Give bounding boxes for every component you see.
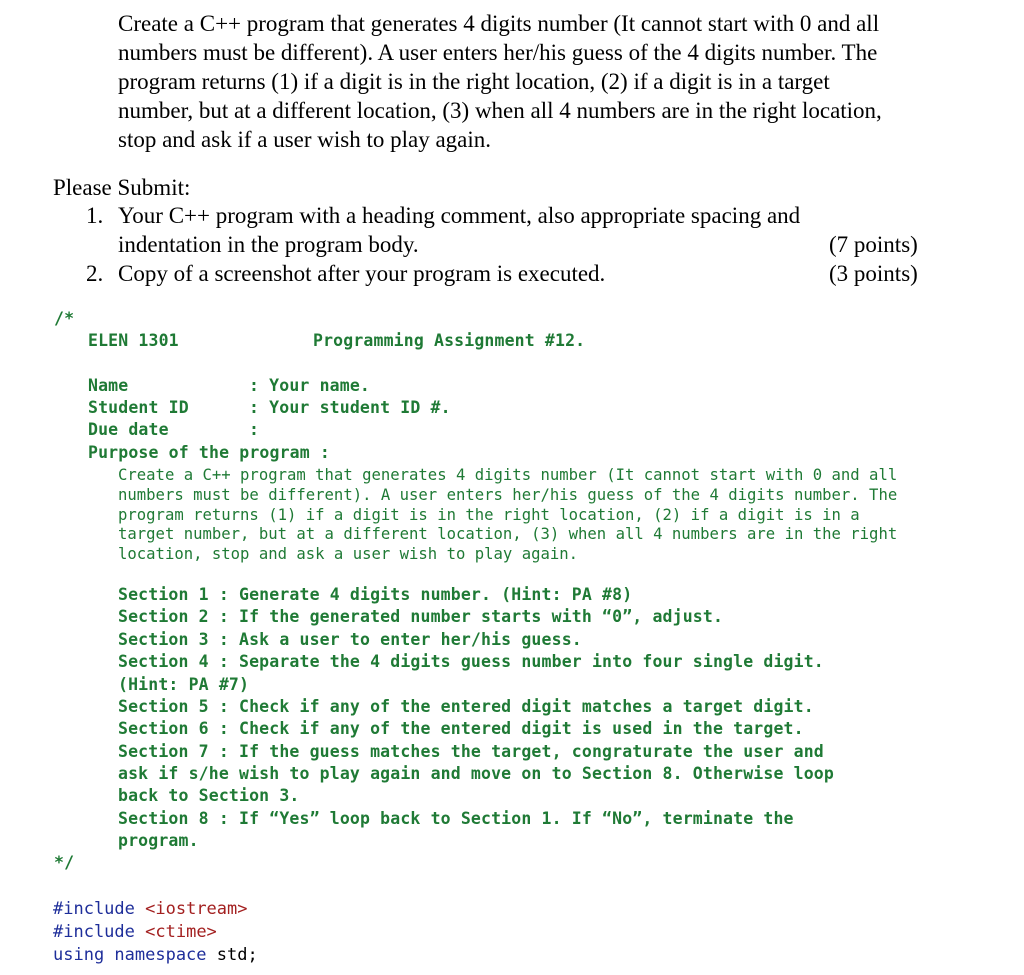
field-label: Due date	[88, 420, 169, 439]
submit-item-text: Copy of a screenshot after your program is executed.	[118, 261, 606, 286]
submit-item-points: (3 points)	[829, 261, 918, 286]
submit-heading: Please Submit:	[53, 175, 191, 200]
problem-line: numbers must be different). A user enters her/his guess of the 4 digits number. The	[118, 40, 878, 65]
include-directive: #include	[53, 922, 135, 942]
section-line: ask if s/he wish to play again and move on to Section 8. Otherwise loop	[118, 764, 834, 783]
section-line: back to Section 3.	[118, 786, 300, 805]
submit-item-number: 1.	[86, 203, 104, 228]
include-line	[53, 899, 248, 919]
section-line: Section 5 : Check if any of the entered digit matches a target digit.	[118, 697, 814, 716]
section-line: Section 4 : Separate the 4 digits guess number into four single digit.	[118, 652, 824, 671]
comment-open: /*	[54, 309, 75, 328]
using-line	[53, 945, 258, 965]
section-line: (Hint: PA #7)	[118, 675, 250, 694]
section-line: program.	[118, 831, 199, 850]
field-value: :	[249, 420, 260, 439]
section-line: Section 7 : If the guess matches the target, congraturate the user and	[118, 742, 824, 761]
include-directive: #include	[53, 899, 135, 919]
purpose-label: Purpose of the program :	[88, 443, 331, 462]
assignment-title: Programming Assignment #12.	[313, 331, 586, 350]
submit-item-text: indentation in the program body.	[118, 232, 419, 257]
purpose-line: program returns (1) if a digit is in the right location, (2) if a digit is in a	[118, 506, 860, 524]
section-line: Section 6 : Check if any of the entered digit is used in the target.	[118, 719, 804, 738]
problem-line: program returns (1) if a digit is in the right location, (2) if a digit is in a target	[118, 69, 830, 94]
using-keyword: using namespace	[53, 945, 207, 965]
include-library: <iostream>	[145, 899, 248, 919]
purpose-line: location, stop and ask a user wish to play again.	[118, 545, 579, 563]
problem-line: Create a C++ program that generates 4 digits number (It cannot start with 0 and all	[118, 11, 880, 36]
problem-line: stop and ask if a user wish to play again.	[118, 127, 492, 152]
problem-line: number, but at a different location, (3) when all 4 numbers are in the right location,	[118, 98, 882, 123]
field-value: : Your name.	[249, 376, 371, 395]
field-label: Student ID	[88, 398, 189, 417]
submit-item-text: Your C++ program with a heading comment, also appropriate spacing and	[118, 203, 801, 228]
section-line: Section 1 : Generate 4 digits number. (Hint: PA #8)	[118, 585, 633, 604]
purpose-line: numbers must be different). A user enters her/his guess of the 4 digits number. The	[118, 486, 898, 504]
section-line: Section 2 : If the generated number starts with “0”, adjust.	[118, 607, 724, 626]
purpose-line: target number, but at a different location, (3) when all 4 numbers are in the right	[118, 525, 898, 543]
course-code: ELEN 1301	[88, 331, 179, 350]
field-label: Name	[88, 376, 129, 395]
submit-item-number: 2.	[86, 261, 104, 286]
comment-close: */	[54, 853, 75, 872]
include-library: <ctime>	[145, 922, 217, 942]
using-namespace-name: std;	[206, 945, 258, 965]
field-value: : Your student ID #.	[249, 398, 451, 417]
submit-item-points: (7 points)	[829, 232, 918, 257]
include-line	[53, 922, 217, 942]
section-line: Section 3 : Ask a user to enter her/his guess.	[118, 630, 582, 649]
purpose-line: Create a C++ program that generates 4 digits number (It cannot start with 0 and all	[118, 466, 898, 484]
section-line: Section 8 : If “Yes” loop back to Section 1. If “No”, terminate the	[118, 809, 794, 828]
